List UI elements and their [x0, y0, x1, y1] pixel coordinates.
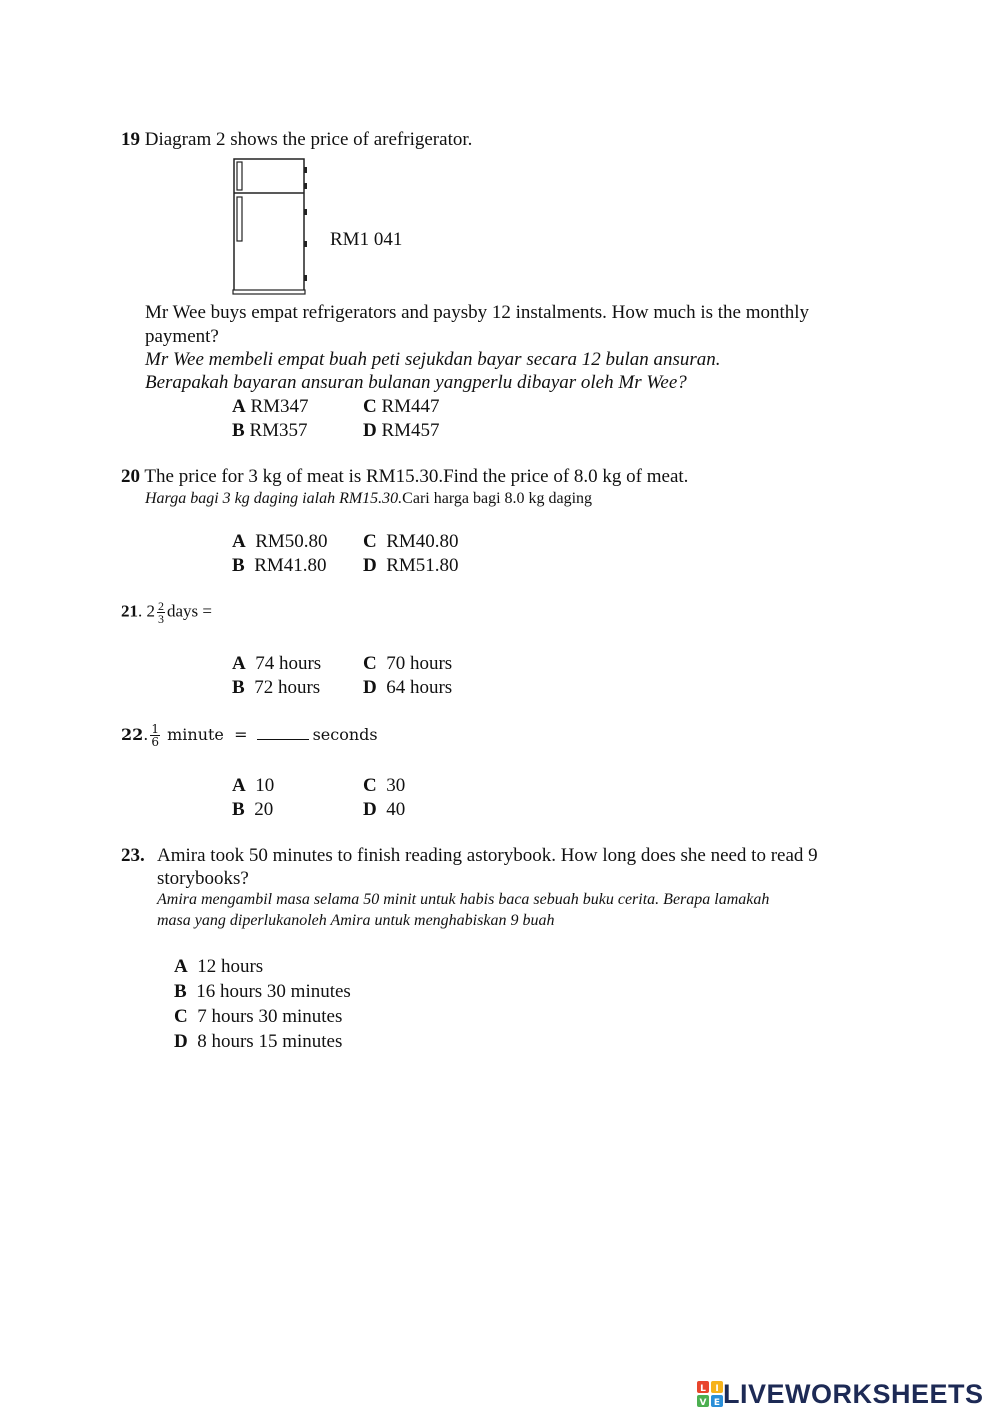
q19-stem: [121, 129, 472, 151]
q19-number: 19: [121, 129, 140, 150]
q21-option-a[interactable]: A 74 hours: [232, 653, 322, 674]
q20-stem: [121, 466, 688, 488]
liveworksheets-logo-text: LIVEWORKSHEETS: [723, 1378, 984, 1409]
q22-option-c[interactable]: C 30: [363, 775, 406, 796]
svg-text:V: V: [699, 1398, 707, 1407]
q20-text: The price for 3 kg of meat is RM15.30.Find the price of 8.0 kg of meat.: [144, 466, 689, 487]
q19-en-line1: Mr Wee buys empat refrigerators and paysby 12 instalments. How much is the monthly: [145, 302, 810, 323]
q23-option-a[interactable]: A 12 hours: [174, 956, 264, 977]
q22-suffix: seconds: [312, 725, 378, 744]
q19-ms-line2: Berapakah bayaran ansuran bulanan yangperlu dibayar oleh Mr Wee?: [145, 372, 687, 393]
q23-number: 23.: [121, 845, 145, 866]
q22-stem: 22. $\frac{1}{6}$ minute = seconds: [121, 722, 378, 749]
q21-fraction: $\frac{2}{3}$: [158, 599, 164, 626]
q19-ms-line1: Mr Wee membeli empat buah peti sejukdan bayar secara 12 bulan ansuran.: [145, 349, 721, 370]
q20-option-d[interactable]: D RM51.80: [363, 555, 459, 576]
q21-whole: 2: [146, 601, 155, 621]
q20-option-b[interactable]: B RM41.80: [232, 555, 327, 576]
q20-option-a[interactable]: A RM50.80: [232, 531, 328, 552]
q20-ms-text: Harga bagi 3 kg daging ialah RM15.30.Cari harga bagi 8.0 kg daging: [145, 490, 593, 507]
liveworksheets-logo-icon: [697, 1381, 723, 1407]
svg-text:E: E: [713, 1398, 721, 1407]
liveworksheets-logo[interactable]: [697, 1378, 984, 1410]
q23-en-line2: storybooks?: [157, 868, 249, 889]
q21-option-b[interactable]: B 72 hours: [232, 677, 321, 698]
q23-option-d[interactable]: D 8 hours 15 minutes: [174, 1031, 343, 1052]
refrigerator-price: RM1 041: [330, 229, 403, 250]
q22-number: 22: [121, 725, 144, 744]
q23-ms-line1: Amira mengambil masa selama 50 minit untuk habis baca sebuah buku cerita. Berapa lamakah: [157, 891, 770, 908]
q21-option-c[interactable]: C 70 hours: [363, 653, 453, 674]
q22-option-b[interactable]: B 20: [232, 799, 274, 820]
q20-option-c[interactable]: C RM40.80: [363, 531, 459, 552]
q22-option-d[interactable]: D 40: [363, 799, 406, 820]
q21-suffix: days =: [167, 601, 212, 621]
q22-fraction: $\frac{1}{6}$: [151, 722, 159, 749]
q23-ms-line2: masa yang diperlukanoleh Amira untuk menghabiskan 9 buah: [157, 912, 555, 929]
svg-text:I: I: [715, 1384, 719, 1394]
q19-option-c[interactable]: C RM447: [363, 396, 440, 417]
svg-text:L: L: [700, 1384, 706, 1394]
q22-equals: =: [234, 725, 248, 744]
q23-option-b[interactable]: B 16 hours 30 minutes: [174, 981, 351, 1002]
q21-number: 21: [121, 601, 138, 621]
q22-unit: minute: [167, 725, 224, 744]
q21-stem: 21. 2 $\frac{2}{3}$ days =: [121, 599, 212, 626]
q22-answer-blank[interactable]: [257, 723, 309, 740]
q23-en-line1: Amira took 50 minutes to finish reading astorybook. How long does she need to read 9: [157, 845, 818, 866]
q19-option-d[interactable]: D RM457: [363, 420, 440, 441]
q21-option-d[interactable]: D 64 hours: [363, 677, 453, 698]
q20-number: 20: [121, 466, 140, 487]
q23-option-c[interactable]: C 7 hours 30 minutes: [174, 1006, 343, 1027]
q22-option-a[interactable]: A 10: [232, 775, 275, 796]
q19-en-line2: payment?: [145, 326, 219, 347]
q19-option-b[interactable]: B RM357: [232, 420, 308, 441]
q19-text: Diagram 2 shows the price of arefrigerator.: [144, 129, 473, 150]
q19-option-a[interactable]: A RM347: [232, 396, 309, 417]
refrigerator-diagram: [230, 157, 310, 297]
